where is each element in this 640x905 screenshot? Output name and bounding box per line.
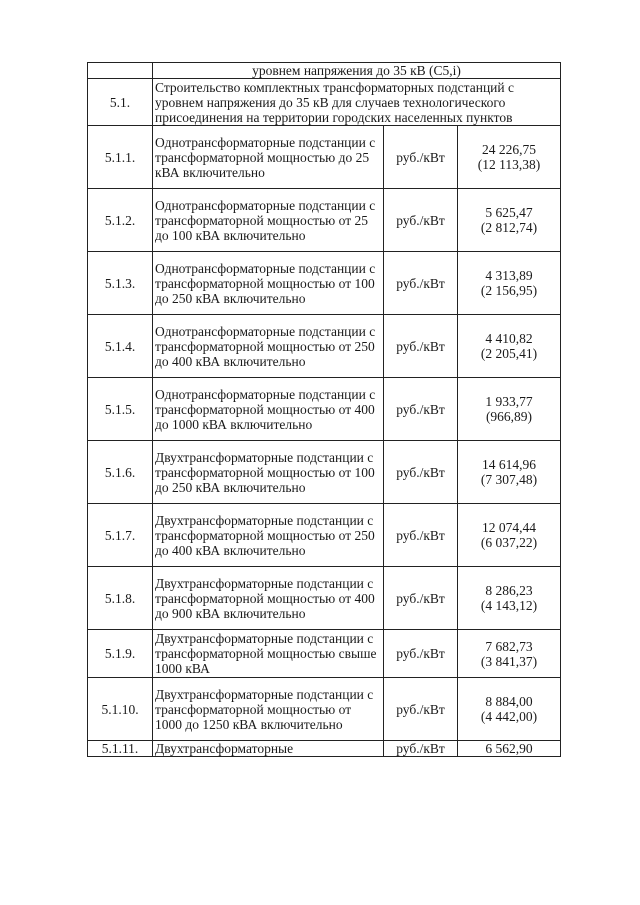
table-row <box>88 378 561 441</box>
tariff-table <box>87 62 561 757</box>
table-row <box>88 126 561 189</box>
row-value-cell <box>458 567 561 630</box>
table-row <box>88 678 561 741</box>
row-value: 12 074,44 <box>482 520 536 535</box>
row-value-cell <box>458 252 561 315</box>
row-value-secondary: (7 307,48) <box>480 472 538 487</box>
row-number: 5.1.6. <box>88 441 153 504</box>
row-description: Двухтрансформаторные подстанции с трансформаторной мощностью от 250 до 400 кВА включительно <box>153 504 384 567</box>
row-value-cell <box>458 378 561 441</box>
row-value: 4 313,89 <box>485 268 533 283</box>
row-value-cell <box>458 678 561 741</box>
table-row <box>88 441 561 504</box>
row-value-cell <box>458 189 561 252</box>
section-row <box>88 79 561 126</box>
row-description: Однотрансформаторные подстанции с трансформаторной мощностью до 25 кВА включительно <box>153 126 384 189</box>
row-unit: руб./кВт <box>384 378 458 441</box>
row-number: 5.1.4. <box>88 315 153 378</box>
row-description: Двухтрансформаторные подстанции с трансформаторной мощностью от 100 до 250 кВА включительно <box>153 441 384 504</box>
row-description: Двухтрансформаторные подстанции с трансформаторной мощностью от 400 до 900 кВА включительно <box>153 567 384 630</box>
row-number: 5.1.8. <box>88 567 153 630</box>
row-number: 5.1.7. <box>88 504 153 567</box>
row-unit: руб./кВт <box>384 441 458 504</box>
row-unit: руб./кВт <box>384 678 458 741</box>
table-row <box>88 315 561 378</box>
row-value-secondary: (2 156,95) <box>480 283 538 298</box>
row-value-cell <box>458 630 561 678</box>
row-description: Однотрансформаторные подстанции с трансформаторной мощностью от 100 до 250 кВА включительно <box>153 252 384 315</box>
section-number: 5.1. <box>88 79 153 126</box>
row-value: 7 682,73 <box>485 638 533 654</box>
row-value: 24 226,75 <box>482 142 536 157</box>
table-header-continuation-row <box>88 63 561 79</box>
row-number: 5.1.3. <box>88 252 153 315</box>
row-unit: руб./кВт <box>384 504 458 567</box>
row-value: 8 884,00 <box>485 694 533 709</box>
row-value: 1 933,77 <box>485 394 533 409</box>
row-value: 5 625,47 <box>485 205 533 220</box>
table-row <box>88 567 561 630</box>
row-unit: руб./кВт <box>384 741 458 757</box>
row-description: Двухтрансформаторные подстанции с трансформаторной мощностью свыше 1000 кВА <box>153 630 384 678</box>
row-value-cell <box>458 126 561 189</box>
row-number: 5.1.11. <box>88 741 153 757</box>
row-number <box>88 63 153 79</box>
row-value: 6 562,90 <box>458 741 561 757</box>
row-number: 5.1.10. <box>88 678 153 741</box>
row-description: Однотрансформаторные подстанции с трансформаторной мощностью от 25 до 100 кВА включительно <box>153 189 384 252</box>
row-unit: руб./кВт <box>384 252 458 315</box>
row-number: 5.1.2. <box>88 189 153 252</box>
row-value-secondary: (4 442,00) <box>480 709 538 724</box>
section-description: Строительство комплектных трансформаторных подстанций с уровнем напряжения до 35 кВ для случаев технологического присоединения на территории городских населенных пунктов <box>153 79 561 126</box>
row-value-secondary: (966,89) <box>485 409 533 424</box>
row-value-cell <box>458 315 561 378</box>
row-unit: руб./кВт <box>384 630 458 678</box>
row-description: Двухтрансформаторные <box>153 741 384 757</box>
row-unit: руб./кВт <box>384 315 458 378</box>
row-description: уровнем напряжения до 35 кВ (C5,i) <box>153 63 561 79</box>
row-number: 5.1.5. <box>88 378 153 441</box>
row-value: 8 286,23 <box>485 583 533 598</box>
table-row <box>88 189 561 252</box>
row-value-secondary: (3 841,37) <box>480 653 538 669</box>
row-value-secondary: (2 205,41) <box>480 346 538 361</box>
row-value-secondary: (6 037,22) <box>480 535 538 550</box>
row-value: 4 410,82 <box>485 331 533 346</box>
row-unit: руб./кВт <box>384 126 458 189</box>
row-value-cell <box>458 441 561 504</box>
table-row <box>88 252 561 315</box>
row-value-secondary: (12 113,38) <box>477 157 541 172</box>
row-description: Однотрансформаторные подстанции с трансформаторной мощностью от 400 до 1000 кВА включительно <box>153 378 384 441</box>
table-row <box>88 504 561 567</box>
row-description: Двухтрансформаторные подстанции с трансформаторной мощностью от 1000 до 1250 кВА включительно <box>153 678 384 741</box>
row-value: 14 614,96 <box>482 457 536 472</box>
row-value-secondary: (2 812,74) <box>480 220 538 235</box>
row-unit: руб./кВт <box>384 189 458 252</box>
row-value-secondary: (4 143,12) <box>480 598 538 613</box>
row-number: 5.1.9. <box>88 630 153 678</box>
row-unit: руб./кВт <box>384 567 458 630</box>
row-description: Однотрансформаторные подстанции с трансформаторной мощностью от 250 до 400 кВА включительно <box>153 315 384 378</box>
table-row <box>88 630 561 678</box>
row-number: 5.1.1. <box>88 126 153 189</box>
row-value-cell <box>458 504 561 567</box>
table-row-partial <box>88 741 561 757</box>
